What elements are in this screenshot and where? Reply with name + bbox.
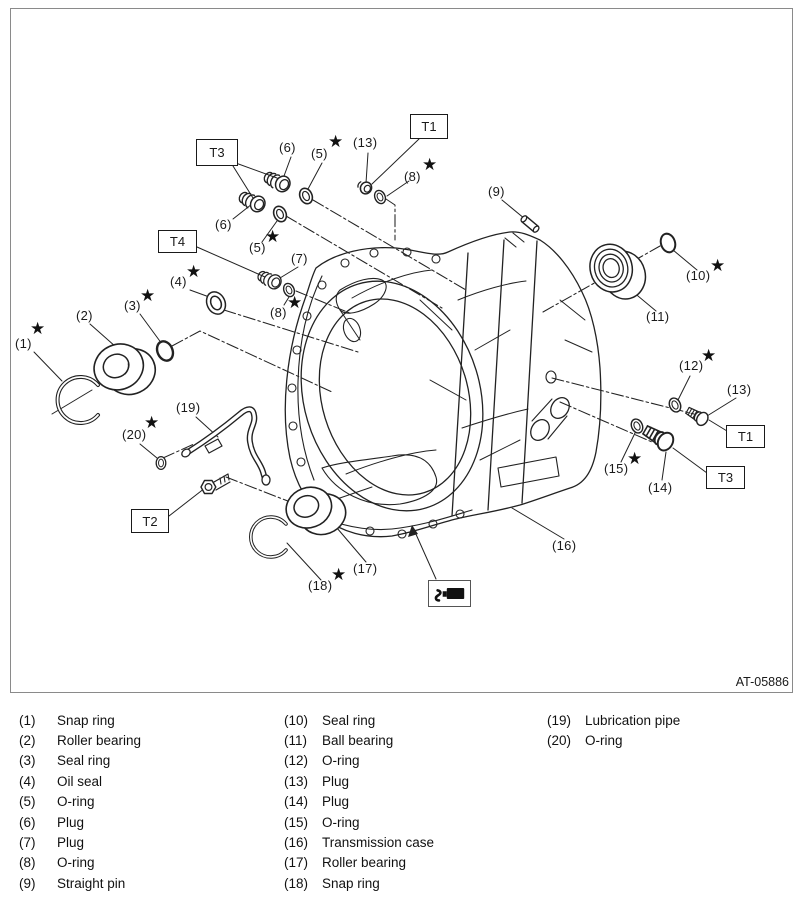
callout-label: (11) xyxy=(646,309,670,324)
legend-column-1 xyxy=(19,710,141,894)
o-ring-20-drawing xyxy=(156,457,166,470)
plug-14-drawing xyxy=(641,422,677,453)
callout-label: (3) xyxy=(124,298,141,313)
legend-item-number: (14) xyxy=(284,794,309,810)
star-icon: ★ xyxy=(144,413,160,432)
star-icon: ★ xyxy=(265,227,281,246)
legend-item xyxy=(19,832,141,852)
tool-number-box: T4 xyxy=(158,230,197,253)
legend-item-name: Oil seal xyxy=(57,773,103,789)
legend-item xyxy=(284,730,434,750)
callout-label: (16) xyxy=(552,538,577,553)
legend-item xyxy=(284,873,434,893)
callout-label: (5) xyxy=(311,146,328,161)
legend-item-number: (6) xyxy=(19,814,36,830)
legend-item xyxy=(284,792,434,812)
legend-item-name: O-ring xyxy=(585,733,623,749)
o-ring-5-drawing xyxy=(297,186,314,205)
star-icon: ★ xyxy=(186,262,202,281)
legend-item xyxy=(19,873,141,893)
tool-number-box: T3 xyxy=(196,139,238,166)
star-icon: ★ xyxy=(328,132,344,151)
callout-label: (7) xyxy=(291,251,308,266)
star-icon: ★ xyxy=(710,256,726,275)
legend-item xyxy=(547,710,680,730)
star-icon: ★ xyxy=(287,293,303,312)
legend-item-name: Plug xyxy=(57,835,85,851)
callout-label: (6) xyxy=(279,140,296,155)
legend-item xyxy=(19,792,141,812)
callout-label: (6) xyxy=(215,217,232,232)
legend-item xyxy=(547,730,680,750)
legend-item-number: (3) xyxy=(19,753,36,769)
legend-item xyxy=(19,771,141,791)
plug-6-drawing xyxy=(262,168,293,195)
legend-item-name: O-ring xyxy=(57,794,95,810)
callout-label: (14) xyxy=(648,480,673,495)
star-icon: ★ xyxy=(701,346,717,365)
tool-number-box: T1 xyxy=(410,114,448,139)
legend-item-number: (4) xyxy=(19,773,36,789)
legend-item-name: Plug xyxy=(57,814,85,830)
legend-item xyxy=(19,853,141,873)
legend-item xyxy=(19,710,141,730)
o-ring-15-drawing xyxy=(629,417,645,435)
legend-item-number: (12) xyxy=(284,753,309,769)
callout-label: (5) xyxy=(249,240,266,255)
legend-item-number: (8) xyxy=(19,855,36,871)
seal-ring-3-drawing xyxy=(154,339,176,363)
legend-item-number: (16) xyxy=(284,835,309,851)
legend-item-number: (13) xyxy=(284,773,309,789)
callout-label: (8) xyxy=(270,305,287,320)
plug-6b-drawing xyxy=(237,188,268,215)
plug-7-drawing xyxy=(256,267,284,291)
callout-label: (1) xyxy=(15,336,32,351)
callout-label: (9) xyxy=(488,184,505,199)
legend-item-name: Seal ring xyxy=(322,712,376,728)
legend-item-number: (18) xyxy=(284,875,309,891)
legend-item xyxy=(284,812,434,832)
star-icon: ★ xyxy=(422,155,438,174)
legend-item-number: (2) xyxy=(19,733,36,749)
legend-item xyxy=(19,812,141,832)
legend-item xyxy=(284,832,434,852)
legend-item-name: Roller bearing xyxy=(322,855,407,871)
callout-label: (20) xyxy=(122,427,147,442)
legend-item xyxy=(284,710,434,730)
ball-bearing-11-drawing xyxy=(585,237,650,306)
roller-bearing-17-drawing xyxy=(280,477,351,544)
callout-label: (4) xyxy=(170,274,187,289)
legend-item-number: (11) xyxy=(284,733,308,749)
legend-item-name: Ball bearing xyxy=(322,733,394,749)
tool-number-box: T2 xyxy=(131,509,169,533)
legend-item xyxy=(19,751,141,771)
callout-label: (13) xyxy=(353,135,378,150)
o-ring-12-drawing xyxy=(667,396,683,414)
legend-item xyxy=(19,730,141,750)
star-icon: ★ xyxy=(140,286,156,305)
legend-item-number: (5) xyxy=(19,794,36,810)
sealant-symbol xyxy=(428,580,471,607)
legend-item-number: (19) xyxy=(547,712,572,728)
tool-number-box: T3 xyxy=(706,466,745,489)
callout-label: (12) xyxy=(679,358,704,373)
legend-item xyxy=(284,853,434,873)
legend-item-name: Lubrication pipe xyxy=(585,712,681,728)
oil-seal-4-drawing xyxy=(203,289,229,317)
legend-item-name: O-ring xyxy=(322,753,360,769)
star-icon: ★ xyxy=(331,565,347,584)
sealant-tube-icon xyxy=(431,583,469,605)
legend-item-name: O-ring xyxy=(322,814,360,830)
snap-ring-18-drawing xyxy=(251,517,286,557)
callout-label: (2) xyxy=(76,308,93,323)
callout-label: (8) xyxy=(404,169,421,184)
callout-label: (15) xyxy=(604,461,629,476)
legend-item-name: Plug xyxy=(322,773,350,789)
callout-label: (19) xyxy=(176,400,201,415)
legend-item-name: Snap ring xyxy=(322,875,380,891)
legend-item-name: Straight pin xyxy=(57,875,126,891)
legend-item-number: (1) xyxy=(19,712,36,728)
legend-item-name: Roller bearing xyxy=(57,733,142,749)
plug-13-top-drawing xyxy=(356,179,374,196)
star-icon: ★ xyxy=(627,449,643,468)
sealant-s-glyph xyxy=(435,590,439,600)
callout-label: (10) xyxy=(686,268,711,283)
callout-label: (18) xyxy=(308,578,333,593)
figure-code: AT-05886 xyxy=(735,675,789,689)
legend-item-number: (9) xyxy=(19,875,36,891)
legend-item-name: Plug xyxy=(322,794,350,810)
snap-ring-1-drawing xyxy=(58,377,98,423)
legend-item-name: Snap ring xyxy=(57,712,115,728)
callout-label: (17) xyxy=(353,561,378,576)
legend-item xyxy=(284,751,434,771)
callout-label: (13) xyxy=(727,382,752,397)
o-ring-8-drawing xyxy=(373,189,388,206)
legend-item-number: (17) xyxy=(284,855,309,871)
legend-item-name: Transmission case xyxy=(322,835,435,851)
legend-item-name: Seal ring xyxy=(57,753,111,769)
straight-pin-9-drawing xyxy=(520,215,540,233)
o-ring-5b-drawing xyxy=(271,204,288,223)
legend-item-number: (7) xyxy=(19,835,36,851)
legend-column-3 xyxy=(547,710,680,751)
legend-item-number: (10) xyxy=(284,712,309,728)
plug-13-right-drawing xyxy=(684,404,710,427)
legend-column-2 xyxy=(284,710,434,894)
star-icon: ★ xyxy=(30,319,46,338)
roller-bearing-2-drawing xyxy=(87,333,163,406)
lubrication-pipe-19-drawing xyxy=(180,409,270,485)
legend-item-number: (20) xyxy=(547,733,572,749)
legend-item xyxy=(284,771,434,791)
tool-number-box: T1 xyxy=(726,425,765,448)
legend-item-number: (15) xyxy=(284,814,309,830)
legend-item-name: O-ring xyxy=(57,855,95,871)
